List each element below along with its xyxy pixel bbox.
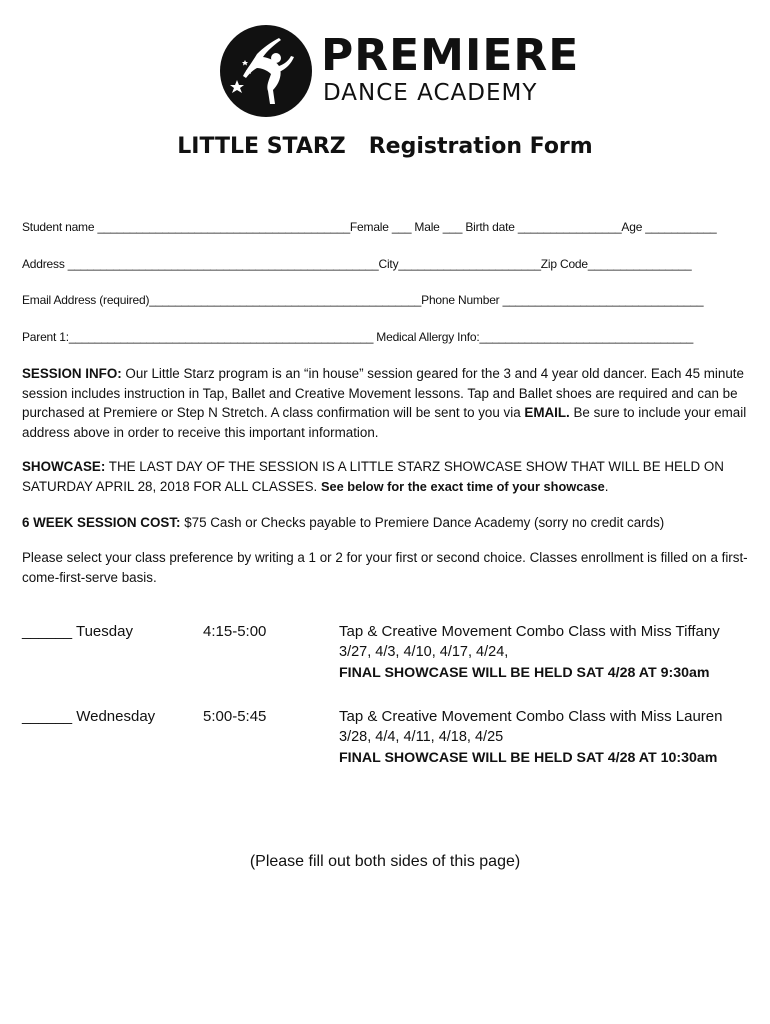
class-dates: 3/27, 4/3, 4/10, 4/17, 4/24, <box>339 644 509 660</box>
showcase-text: THE LAST DAY OF THE SESSION IS A LITTLE STARZ SHOWCASE SHOW THAT WILL BE HELD ON SATURDAY APRIL 28, 2018 FOR ALL CLASSES. <box>22 459 724 494</box>
class-showcase-time: FINAL SHOWCASE WILL BE HELD SAT 4/28 AT 10:30am <box>339 750 718 766</box>
student-info-line[interactable]: Student name _______________________________________Female ___ Male ___ Birth date ________________Age ___________ <box>22 220 717 234</box>
parent-allergy-line[interactable]: Parent 1:_______________________________________________ Medical Allergy Info:_________________________________ <box>22 330 694 344</box>
session-info-paragraph <box>22 364 750 442</box>
showcase-label: SHOWCASE: <box>22 459 106 474</box>
choice-blank[interactable]: ______ <box>22 708 73 725</box>
cost-text: $75 Cash or Checks payable to Premiere Dance Academy (sorry no credit cards) <box>180 515 665 530</box>
email-phone-line[interactable]: Email Address (required)__________________________________________Phone Number _______________________________ <box>22 293 704 307</box>
session-info-label: SESSION INFO: <box>22 366 122 381</box>
session-info-text-end: Be sure to include your email address above in order to receive this important information. <box>22 405 747 440</box>
form-title: LITTLE STARZ Registration Form <box>177 134 593 159</box>
class-time: 4:15-5:00 <box>203 623 267 640</box>
showcase-paragraph <box>22 457 750 496</box>
session-info-text: Our Little Starz program is an “in house” session geared for the 3 and 4 year old dancer. Each 45 minute session includes instruction in Tap, Ballet and Creative Movement lessons. Tap and Ballet shoes are required and can be purchased at Premiere or Step N Stretch. A class confirmation will be sent to you via <box>22 366 744 420</box>
showcase-period: . <box>604 478 609 494</box>
preference-paragraph: Please select your class preference by writing a 1 or 2 for your first or second choice. Classes enrollment is filled on a first-come-first-serve basis. <box>22 550 748 585</box>
class-time: 5:00-5:45 <box>203 708 267 725</box>
dancer-with-stars-logo-icon <box>219 24 313 118</box>
class-description: Tap & Creative Movement Combo Class with Miss Lauren <box>339 708 723 725</box>
address-line[interactable]: Address ________________________________________________City______________________Zip Code________________ <box>22 257 692 271</box>
class-choice-field[interactable] <box>22 621 133 642</box>
class-day: Tuesday <box>75 623 133 640</box>
logo-title: PREMIERE <box>321 30 580 81</box>
class-day: Wednesday <box>76 708 156 725</box>
class-description: Tap & Creative Movement Combo Class with Miss Tiffany <box>339 623 720 640</box>
email-emphasis: EMAIL. <box>524 405 570 420</box>
academy-logo <box>219 24 579 118</box>
class-dates: 3/28, 4/4, 4/11, 4/18, 4/25 <box>339 729 504 745</box>
logo-subtitle: DANCE ACADEMY <box>323 80 538 106</box>
showcase-note: See below for the exact time of your showcase <box>320 478 605 494</box>
class-choice-field[interactable] <box>22 706 155 727</box>
cost-label: 6 WEEK SESSION COST: <box>22 515 181 530</box>
footer-note: (Please fill out both sides of this page) <box>249 853 521 870</box>
cost-paragraph <box>22 513 750 533</box>
class-showcase-time: FINAL SHOWCASE WILL BE HELD SAT 4/28 AT 9:30am <box>339 665 710 681</box>
choice-blank[interactable]: ______ <box>22 623 73 640</box>
